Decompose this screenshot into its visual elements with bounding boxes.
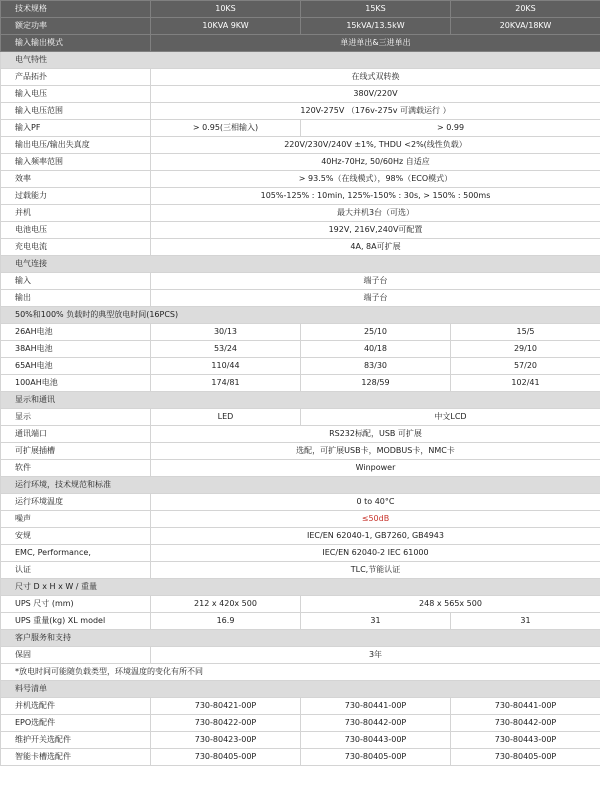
row-label: 输入频率范围 (1, 154, 151, 171)
row-label: 可扩展插槽 (1, 443, 151, 460)
row-label: 输入PF (1, 120, 151, 137)
section-title: 客户服务和支持 (1, 630, 600, 647)
row-label: 26AH电池 (1, 324, 151, 341)
header-col-1: 10KS (151, 1, 301, 18)
row-label: 维护开关选配件 (1, 732, 151, 749)
cell-value: 192V, 216V,240V可配置 (151, 222, 600, 239)
table-row (1, 358, 600, 375)
table-row (1, 222, 600, 239)
section-header-service (1, 630, 600, 647)
table-row (1, 528, 600, 545)
table-row (1, 120, 600, 137)
section-title: 显示和通讯 (1, 392, 600, 409)
cell-value: 83/30 (301, 358, 451, 375)
cell-value: 最大并机3台（可选） (151, 205, 600, 222)
section-title: 电气连接 (1, 256, 600, 273)
header-col-2: 15KS (301, 1, 451, 18)
cell-value: 57/20 (451, 358, 600, 375)
cell-value: 端子台 (151, 290, 600, 307)
cell-value: 174/81 (151, 375, 301, 392)
row-label: 输入电压 (1, 86, 151, 103)
cell-value: 10KVA 9KW (151, 18, 301, 35)
cell-value: 730-80443-00P (301, 732, 451, 749)
section-header-connection (1, 256, 600, 273)
cell-value: 212 x 420x 500 (151, 596, 301, 613)
row-label: 显示 (1, 409, 151, 426)
cell-value: 128/59 (301, 375, 451, 392)
row-label: 输出 (1, 290, 151, 307)
row-label: 噪声 (1, 511, 151, 528)
cell-value: 120V-275V （176v-275v 可满载运行 ） (151, 103, 600, 120)
table-row (1, 205, 600, 222)
table-row (1, 273, 600, 290)
row-label: 效率 (1, 171, 151, 188)
section-header-display (1, 392, 600, 409)
cell-value: 15/5 (451, 324, 600, 341)
cell-value: Winpower (151, 460, 600, 477)
row-label: 产品拓扑 (1, 69, 151, 86)
cell-value: 29/10 (451, 341, 600, 358)
table-row (1, 647, 600, 664)
row-label: 软件 (1, 460, 151, 477)
cell-value: 730-80442-00P (301, 715, 451, 732)
table-row (1, 409, 600, 426)
row-label: EMC, Performance, (1, 545, 151, 562)
cell-value: 31 (301, 613, 451, 630)
row-label: 安规 (1, 528, 151, 545)
cell-value: 选配，可扩展USB卡，MODBUS卡，NMC卡 (151, 443, 600, 460)
table-row (1, 749, 600, 766)
row-label: 额定功率 (1, 18, 151, 35)
cell-value: 730-80405-00P (451, 749, 600, 766)
table-row (1, 426, 600, 443)
section-header-backup (1, 307, 600, 324)
cell-value: 730-80441-00P (301, 698, 451, 715)
cell-value: > 0.95(三相输入) (151, 120, 301, 137)
table-row (1, 511, 600, 528)
table-row (1, 239, 600, 256)
noise-value: ≤50dB (151, 511, 600, 528)
table-row (1, 137, 600, 154)
cell-value: 3年 (151, 647, 600, 664)
cell-value: 730-80443-00P (451, 732, 600, 749)
row-label: 认证 (1, 562, 151, 579)
section-title: 电气特性 (1, 52, 600, 69)
cell-value: 30/13 (151, 324, 301, 341)
cell-value: 31 (451, 613, 600, 630)
cell-value: 单进单出&三进单出 (151, 35, 600, 52)
row-label: 通讯端口 (1, 426, 151, 443)
cell-value: 40/18 (301, 341, 451, 358)
cell-value: > 0.99 (301, 120, 600, 137)
cell-value: 15kVA/13.5kW (301, 18, 451, 35)
section-header-parts (1, 681, 600, 698)
row-label: 并机选配件 (1, 698, 151, 715)
row-label: 保固 (1, 647, 151, 664)
table-row (1, 341, 600, 358)
table-row (1, 596, 600, 613)
cell-value: 105%-125% : 10min, 125%-150% : 30s, > 150% : 500ms (151, 188, 600, 205)
table-row (1, 154, 600, 171)
table-row (1, 443, 600, 460)
table-row (1, 103, 600, 120)
row-label: 过载能力 (1, 188, 151, 205)
io-mode-row (1, 35, 600, 52)
section-header-environment (1, 477, 600, 494)
section-header-dimensions (1, 579, 600, 596)
cell-value: LED (151, 409, 301, 426)
section-title: 尺寸 D x H x W / 重量 (1, 579, 600, 596)
table-row (1, 613, 600, 630)
table-row (1, 375, 600, 392)
cell-value: IEC/EN 62040-1, GB7260, GB4943 (151, 528, 600, 545)
row-label: 智能卡槽选配件 (1, 749, 151, 766)
header-label: 技术规格 (1, 1, 151, 18)
section-header-electrical (1, 52, 600, 69)
table-row (1, 545, 600, 562)
cell-value: 102/41 (451, 375, 600, 392)
row-label: 100AH电池 (1, 375, 151, 392)
section-title: 运行环境，技术规范和标准 (1, 477, 600, 494)
cell-value: 25/10 (301, 324, 451, 341)
table-row (1, 562, 600, 579)
row-label: 输出电压/输出失真度 (1, 137, 151, 154)
cell-value: 在线式双转换 (151, 69, 600, 86)
cell-value: 110/44 (151, 358, 301, 375)
cell-value: IEC/EN 62040-2 IEC 61000 (151, 545, 600, 562)
row-label: 并机 (1, 205, 151, 222)
cell-value: 248 x 565x 500 (301, 596, 600, 613)
table-row (1, 324, 600, 341)
cell-value: 730-80441-00P (451, 698, 600, 715)
table-row (1, 460, 600, 477)
row-label: 输入电压范围 (1, 103, 151, 120)
row-label: 充电电流 (1, 239, 151, 256)
cell-value: 380V/220V (151, 86, 600, 103)
table-row (1, 715, 600, 732)
row-label: 电池电压 (1, 222, 151, 239)
table-row (1, 494, 600, 511)
table-row (1, 732, 600, 749)
table-row (1, 290, 600, 307)
cell-value: 16.9 (151, 613, 301, 630)
header-row (1, 1, 600, 18)
header-col-3: 20KS (451, 1, 600, 18)
cell-value: 端子台 (151, 273, 600, 290)
section-title: 50%和100% 负载时的典型放电时间(16PCS) (1, 307, 600, 324)
cell-value: 730-80442-00P (451, 715, 600, 732)
table-row (1, 86, 600, 103)
row-label: EPO选配件 (1, 715, 151, 732)
cell-value: 40Hz-70Hz, 50/60Hz 自适应 (151, 154, 600, 171)
cell-value: 4A, 8A可扩展 (151, 239, 600, 256)
cell-value: 中文LCD (301, 409, 600, 426)
rated-power-row (1, 18, 600, 35)
cell-value: > 93.5%（在线模式），98%（ECO模式） (151, 171, 600, 188)
cell-value: RS232标配，USB 可扩展 (151, 426, 600, 443)
cell-value: 730-80422-00P (151, 715, 301, 732)
table-row (1, 188, 600, 205)
cell-value: 20KVA/18KW (451, 18, 600, 35)
cell-value: 730-80405-00P (301, 749, 451, 766)
cell-value: 53/24 (151, 341, 301, 358)
footnote-row (1, 664, 600, 681)
table-row (1, 171, 600, 188)
row-label: 运行环境温度 (1, 494, 151, 511)
cell-value: 730-80423-00P (151, 732, 301, 749)
table-row (1, 698, 600, 715)
cell-value: 730-80405-00P (151, 749, 301, 766)
row-label: 65AH电池 (1, 358, 151, 375)
row-label: 输入输出模式 (1, 35, 151, 52)
cell-value: TLC,节能认证 (151, 562, 600, 579)
section-title: 料号清单 (1, 681, 600, 698)
cell-value: 0 to 40°C (151, 494, 600, 511)
table-row (1, 69, 600, 86)
footnote-text: *放电时间可能随负载类型，环境温度的变化有所不同 (1, 664, 600, 681)
row-label: 输入 (1, 273, 151, 290)
row-label: UPS 重量(kg) XL model (1, 613, 151, 630)
row-label: 38AH电池 (1, 341, 151, 358)
cell-value: 220V/230V/240V ±1%, THDU <2%(线性负载） (151, 137, 600, 154)
row-label: UPS 尺寸 (mm) (1, 596, 151, 613)
cell-value: 730-80421-00P (151, 698, 301, 715)
